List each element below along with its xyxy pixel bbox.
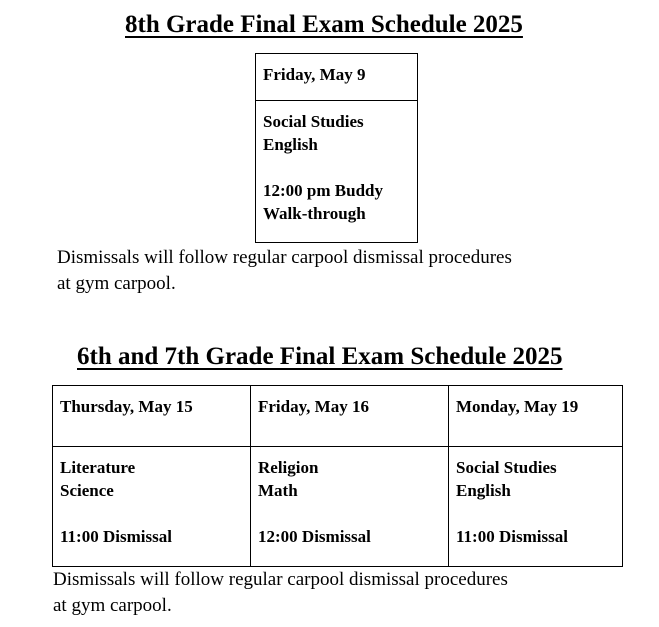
subject-label: English [263, 135, 318, 154]
subject-label: Science [60, 481, 114, 500]
grade67-schedule-title: 6th and 7th Grade Final Exam Schedule 2025 [77, 343, 563, 370]
note-line: Dismissals will follow regular carpool dismissal procedures [57, 247, 512, 268]
event-label: Walk-through [263, 204, 366, 223]
day-header [251, 386, 449, 447]
grade67-schedule-table [52, 385, 623, 567]
day-label: Monday, May 19 [456, 397, 579, 416]
table-row [53, 386, 623, 447]
table-row [256, 54, 418, 101]
day-header [449, 386, 623, 447]
dismissal-label: 11:00 Dismissal [60, 527, 172, 546]
note-line: at gym carpool. [53, 595, 172, 616]
dismissal-label: 12:00 Dismissal [258, 527, 371, 546]
event-label: 12:00 pm Buddy [263, 181, 383, 200]
exam-cell [53, 447, 251, 567]
day-header [256, 54, 418, 101]
subject-label: Religion [258, 458, 319, 477]
exam-cell [251, 447, 449, 567]
subject-label: English [456, 481, 511, 500]
exam-cell [256, 101, 418, 243]
day-label: Thursday, May 15 [60, 397, 193, 416]
subject-label: Social Studies [263, 112, 364, 131]
day-label: Friday, May 16 [258, 397, 369, 416]
table-row [256, 101, 418, 243]
grade8-schedule-table [255, 53, 418, 243]
grade67-dismissal-note [53, 567, 508, 619]
grade8-schedule-title: 8th Grade Final Exam Schedule 2025 [125, 11, 523, 38]
subject-label: Math [258, 481, 298, 500]
day-header [53, 386, 251, 447]
subject-label: Social Studies [456, 458, 557, 477]
grade8-dismissal-note [57, 245, 512, 297]
day-label: Friday, May 9 [263, 65, 366, 84]
subject-label: Literature [60, 458, 136, 477]
note-line: at gym carpool. [57, 273, 176, 294]
note-line: Dismissals will follow regular carpool dismissal procedures [53, 569, 508, 590]
dismissal-label: 11:00 Dismissal [456, 527, 568, 546]
exam-cell [449, 447, 623, 567]
table-row [53, 447, 623, 567]
